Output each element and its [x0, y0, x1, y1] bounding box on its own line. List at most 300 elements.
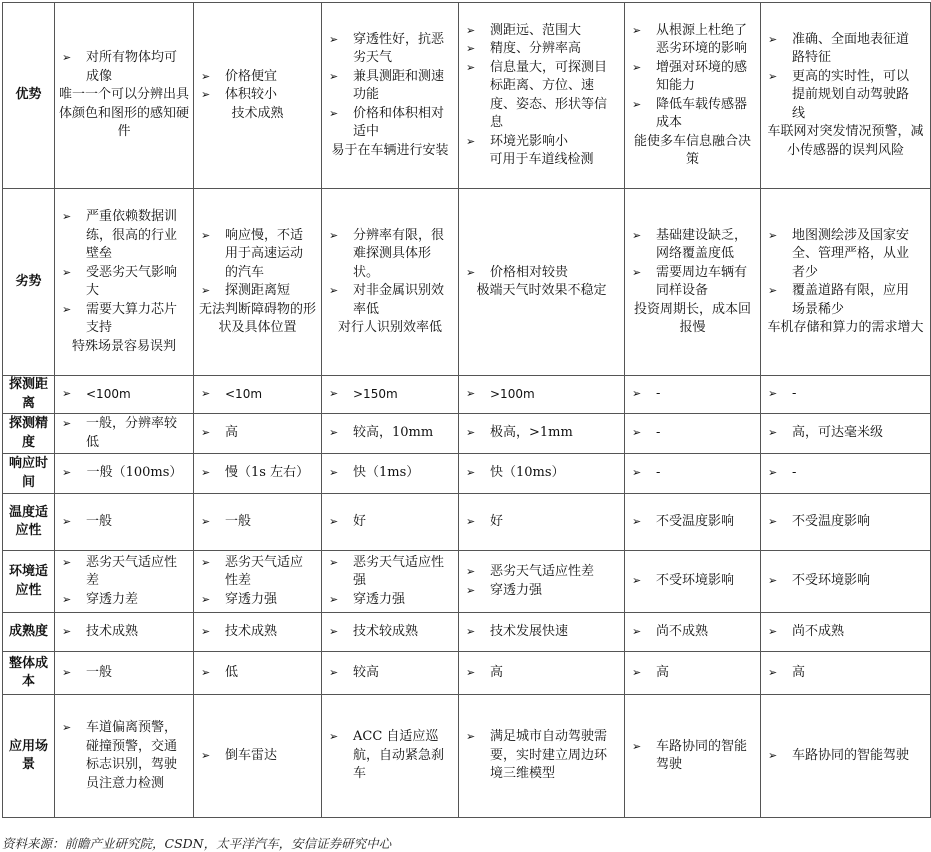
- arrow-bullet-icon: ➢: [329, 284, 339, 297]
- table-cell: [761, 695, 931, 818]
- table-cell: [761, 454, 931, 494]
- arrow-bullet-icon: ➢: [201, 592, 211, 606]
- table-cell: [761, 376, 931, 414]
- row-header: 探测精度: [3, 414, 55, 454]
- table-cell: [55, 376, 194, 414]
- bullet-item: [198, 664, 317, 683]
- bullet-item: [463, 513, 620, 532]
- plain-text: 对行人识别效率低: [337, 320, 442, 335]
- table-cell: [55, 652, 194, 695]
- arrow-bullet-icon: ➢: [768, 574, 778, 588]
- arrow-bullet-icon: ➢: [201, 284, 211, 297]
- bullet-text: 车道偏离预警，碰撞预警，交通标志识别，驾驶员注意力检测: [86, 720, 178, 791]
- bullet-item: [59, 554, 189, 591]
- table-cell: [459, 613, 625, 652]
- arrow-bullet-icon: ➢: [329, 228, 339, 242]
- bullet-text: 更高的实时性，可以提前规划自动驾驶路线: [792, 68, 910, 121]
- bullet-text: 覆盖道路有限，应用场景稀少: [792, 283, 910, 317]
- table-cell: [459, 695, 625, 818]
- arrow-bullet-icon: ➢: [466, 426, 476, 440]
- arrow-bullet-icon: ➢: [201, 514, 211, 528]
- row-header: 应用场景: [3, 695, 55, 818]
- plain-text: 可用于车道线检测: [489, 152, 594, 167]
- bullet-item: [326, 424, 454, 443]
- bullet-item: [198, 623, 317, 642]
- bullet-text: 高，可达毫米级: [792, 425, 884, 441]
- arrow-bullet-icon: ➢: [632, 97, 642, 111]
- arrow-bullet-icon: ➢: [329, 106, 339, 120]
- bullet-text: 从根源上杜绝了恶劣环境的影响: [656, 22, 748, 56]
- arrow-bullet-icon: ➢: [466, 565, 476, 578]
- arrow-bullet-icon: ➢: [62, 624, 72, 638]
- bullet-item: [629, 424, 756, 443]
- table-cell: [194, 454, 322, 494]
- bullet-text: 恶劣天气适应性强: [353, 554, 445, 589]
- bullet-text: 车路协同的智能驾驶: [656, 738, 748, 772]
- table-cell: [322, 3, 459, 189]
- arrow-bullet-icon: ➢: [768, 466, 778, 480]
- bullet-item: [463, 22, 620, 41]
- bullet-item: [198, 424, 317, 443]
- bullet-text: 较高: [353, 664, 380, 680]
- sensor-comparison-table: [2, 2, 931, 818]
- arrow-bullet-icon: ➢: [466, 514, 476, 528]
- bullet-item: [463, 563, 620, 582]
- table-cell: [55, 613, 194, 652]
- arrow-bullet-icon: ➢: [768, 228, 778, 242]
- table-cell: [194, 414, 322, 454]
- bullet-item: [198, 554, 317, 591]
- bullet-text: >100m: [490, 387, 535, 402]
- table-cell: [625, 613, 761, 652]
- row-header: 探测距离: [3, 376, 55, 414]
- table-cell: [194, 652, 322, 695]
- bullet-text: 基础建设缺乏，网络覆盖度低: [656, 227, 748, 261]
- bullet-item: [198, 747, 317, 766]
- table-cell: [55, 3, 194, 189]
- table-cell: [194, 376, 322, 414]
- table-cell: [625, 652, 761, 695]
- arrow-bullet-icon: ➢: [768, 426, 778, 440]
- bullet-text: 极高，>1mm: [490, 425, 573, 441]
- bullet-item: [629, 572, 756, 591]
- bullet-item: [765, 572, 926, 591]
- bullet-text: 穿透力强: [490, 582, 543, 598]
- arrow-bullet-icon: ➢: [768, 514, 778, 528]
- arrow-bullet-icon: ➢: [632, 60, 642, 74]
- table-cell: [459, 3, 625, 189]
- table-cell: [625, 376, 761, 414]
- table-cell: [55, 189, 194, 376]
- table-row: [3, 376, 931, 414]
- arrow-bullet-icon: ➢: [201, 88, 211, 102]
- table-cell: [194, 613, 322, 652]
- bullet-item: [463, 133, 620, 152]
- bullet-text: 穿透性好，抗恶劣天气: [353, 31, 445, 66]
- bullet-text: 精度、分辨率高: [490, 41, 582, 56]
- bullet-text: 严重依赖数据训练，很高的行业壁垒: [86, 209, 178, 261]
- arrow-bullet-icon: ➢: [632, 426, 642, 440]
- table-cell: [55, 454, 194, 494]
- plain-text: 车联网对突发情况预警，减小传感器的误判风险: [767, 124, 924, 158]
- bullet-item: [59, 385, 189, 404]
- bullet-text: 车路协同的智能驾驶: [792, 747, 910, 763]
- arrow-bullet-icon: ➢: [201, 748, 211, 762]
- table-cell: [55, 414, 194, 454]
- plain-text: 唯一一个可以分辨出具体颜色和图形的感知硬件: [59, 87, 190, 140]
- arrow-bullet-icon: ➢: [768, 32, 778, 46]
- bullet-text: 尚不成熟: [656, 623, 709, 639]
- bullet-text: 恶劣天气适应性差: [490, 564, 595, 579]
- source-note: 资料来源：前瞻产业研究院，CSDN，太平洋汽车，安信证券研究中心: [2, 836, 392, 851]
- arrow-bullet-icon: ➢: [768, 748, 778, 762]
- bullet-item: [59, 49, 189, 86]
- table-cell: [322, 652, 459, 695]
- arrow-bullet-icon: ➢: [201, 555, 211, 569]
- bullet-item: [59, 591, 189, 610]
- bullet-text: 好: [353, 513, 367, 529]
- table-cell: [761, 551, 931, 613]
- arrow-bullet-icon: ➢: [466, 387, 476, 401]
- bullet-text: 需要周边车辆有同样设备: [656, 264, 748, 298]
- bullet-item: [59, 623, 189, 642]
- bullet-item: [198, 464, 317, 483]
- arrow-bullet-icon: ➢: [62, 210, 72, 223]
- bullet-text: 一般: [86, 664, 113, 680]
- table-row: [3, 189, 931, 376]
- bullet-text: 高: [225, 425, 239, 441]
- arrow-bullet-icon: ➢: [329, 592, 339, 606]
- table-cell: [761, 189, 931, 376]
- table-cell: [194, 551, 322, 613]
- table-cell: [761, 3, 931, 189]
- arrow-bullet-icon: ➢: [632, 265, 642, 279]
- bullet-text: 价格相对较贵: [490, 264, 569, 280]
- bullet-text: 高: [490, 664, 504, 680]
- table-cell: [459, 414, 625, 454]
- bullet-text: >150m: [353, 387, 398, 402]
- arrow-bullet-icon: ➢: [632, 665, 642, 679]
- table-cell: [194, 189, 322, 376]
- arrow-bullet-icon: ➢: [768, 69, 778, 83]
- arrow-bullet-icon: ➢: [466, 466, 476, 480]
- bullet-text: 慢（1s 左右）: [225, 465, 310, 481]
- bullet-text: 尚不成熟: [792, 623, 845, 639]
- table-row: [3, 652, 931, 695]
- table-cell: [459, 652, 625, 695]
- bullet-item: [59, 264, 189, 301]
- bullet-item: [463, 40, 620, 59]
- row-header: 环境适应性: [3, 551, 55, 613]
- bullet-text: 高: [656, 664, 670, 680]
- bullet-item: [326, 68, 454, 105]
- bullet-text: 分辨率有限，很难探测具体形状。: [353, 227, 445, 280]
- bullet-text: 不受环境影响: [792, 573, 871, 589]
- arrow-bullet-icon: ➢: [632, 514, 642, 528]
- bullet-text: 测距远、范围大: [490, 22, 582, 38]
- bullet-text: 探测距离短: [225, 283, 291, 298]
- table-cell: [322, 695, 459, 818]
- table-cell: [761, 613, 931, 652]
- bullet-item: [198, 385, 317, 404]
- arrow-bullet-icon: ➢: [62, 51, 72, 65]
- arrow-bullet-icon: ➢: [466, 265, 476, 279]
- table-cell: [761, 652, 931, 695]
- bullet-item: [463, 664, 620, 683]
- arrow-bullet-icon: ➢: [62, 721, 72, 734]
- bullet-text: 价格便宜: [225, 68, 278, 84]
- bullet-item: [326, 385, 454, 404]
- bullet-text: 地图测绘涉及国家安全、管理严格，从业者少: [792, 227, 910, 280]
- table-row: [3, 613, 931, 652]
- bullet-text: 准确、全面地表征道路特征: [792, 31, 910, 66]
- table-cell: [761, 494, 931, 551]
- arrow-bullet-icon: ➢: [768, 284, 778, 297]
- arrow-bullet-icon: ➢: [62, 665, 72, 679]
- bullet-item: [59, 513, 189, 532]
- bullet-text: 对非金属识别效率低: [353, 283, 445, 317]
- bullet-item: [326, 554, 454, 591]
- bullet-item: [629, 623, 756, 642]
- plain-text: 能使多车信息融合决策: [633, 133, 751, 167]
- bullet-text: 技术成熟: [225, 623, 278, 639]
- bullet-item: [326, 623, 454, 642]
- bullet-text: 对所有物体均可成像: [86, 50, 178, 84]
- table-cell: [459, 551, 625, 613]
- arrow-bullet-icon: ➢: [201, 426, 211, 440]
- arrow-bullet-icon: ➢: [329, 665, 339, 679]
- bullet-item: [629, 664, 756, 683]
- arrow-bullet-icon: ➢: [201, 665, 211, 679]
- bullet-text: 体积较小: [225, 87, 278, 103]
- bullet-item: [198, 68, 317, 87]
- table-cell: [55, 494, 194, 551]
- bullet-item: [59, 464, 189, 483]
- plain-text: 极端天气时效果不稳定: [476, 283, 607, 298]
- bullet-item: [629, 96, 756, 133]
- arrow-bullet-icon: ➢: [466, 42, 476, 55]
- arrow-bullet-icon: ➢: [329, 69, 339, 83]
- table-cell: [625, 3, 761, 189]
- arrow-bullet-icon: ➢: [768, 387, 778, 401]
- arrow-bullet-icon: ➢: [632, 739, 642, 753]
- bullet-item: [463, 385, 620, 404]
- arrow-bullet-icon: ➢: [201, 624, 211, 638]
- bullet-item: [326, 664, 454, 683]
- bullet-text: 信息量大，可探测目标距离、方位、速度、姿态、形状等信息: [490, 59, 608, 130]
- table-cell: [459, 454, 625, 494]
- plain-text: 特殊场景容易误判: [71, 338, 176, 354]
- bullet-text: 穿透力强: [225, 591, 278, 607]
- table-cell: [625, 551, 761, 613]
- bullet-text: 穿透力强: [353, 591, 406, 607]
- bullet-text: 不受温度影响: [656, 513, 735, 529]
- arrow-bullet-icon: ➢: [632, 387, 642, 401]
- bullet-text: -: [792, 386, 797, 402]
- bullet-item: [765, 282, 926, 319]
- table-cell: [322, 189, 459, 376]
- table-cell: [322, 613, 459, 652]
- arrow-bullet-icon: ➢: [466, 60, 476, 74]
- bullet-item: [59, 208, 189, 264]
- bullet-text: ACC 自适应巡航，自动紧急刹车: [353, 729, 445, 782]
- bullet-item: [326, 728, 454, 784]
- bullet-item: [765, 424, 926, 443]
- bullet-text: 不受温度影响: [792, 513, 871, 529]
- bullet-text: 穿透力差: [86, 591, 139, 607]
- bullet-item: [463, 623, 620, 642]
- table-cell: [322, 494, 459, 551]
- bullet-item: [629, 464, 756, 483]
- arrow-bullet-icon: ➢: [632, 624, 642, 638]
- row-header: 劣势: [3, 189, 55, 376]
- table-row: [3, 414, 931, 454]
- bullet-item: [326, 31, 454, 68]
- arrow-bullet-icon: ➢: [329, 426, 339, 440]
- bullet-text: 一般: [225, 513, 252, 529]
- bullet-item: [629, 385, 756, 404]
- arrow-bullet-icon: ➢: [62, 417, 72, 430]
- table-cell: [459, 376, 625, 414]
- bullet-item: [326, 464, 454, 483]
- bullet-text: 低: [225, 664, 239, 680]
- bullet-text: 快（10ms）: [490, 465, 565, 481]
- bullet-item: [629, 59, 756, 96]
- table-row: [3, 695, 931, 818]
- arrow-bullet-icon: ➢: [62, 555, 72, 569]
- bullet-item: [765, 464, 926, 483]
- arrow-bullet-icon: ➢: [466, 583, 476, 597]
- arrow-bullet-icon: ➢: [62, 592, 72, 606]
- arrow-bullet-icon: ➢: [329, 466, 339, 480]
- plain-text: 投资周期长，成本回报慢: [633, 301, 751, 335]
- bullet-item: [198, 513, 317, 532]
- bullet-item: [765, 68, 926, 124]
- bullet-item: [326, 105, 454, 142]
- bullet-text: <100m: [86, 387, 131, 402]
- bullet-text: 环境光影响小: [490, 133, 569, 149]
- bullet-text: 恶劣天气适应性差: [86, 554, 178, 589]
- bullet-text: 不受环境影响: [656, 573, 735, 589]
- bullet-text: 技术发展快速: [490, 623, 569, 639]
- bullet-text: -: [792, 465, 797, 481]
- bullet-text: 响应慢，不适用于高速运动的汽车: [225, 227, 304, 280]
- bullet-text: 技术成熟: [86, 623, 139, 639]
- arrow-bullet-icon: ➢: [632, 574, 642, 588]
- bullet-item: [765, 747, 926, 766]
- bullet-item: [463, 582, 620, 601]
- bullet-item: [765, 513, 926, 532]
- bullet-item: [59, 415, 189, 452]
- bullet-item: [765, 385, 926, 404]
- table-cell: [625, 454, 761, 494]
- bullet-text: 兼具测距和测速功能: [353, 68, 445, 103]
- bullet-text: 较高，10mm: [353, 425, 434, 441]
- bullet-item: [629, 264, 756, 301]
- bullet-text: 受恶劣天气影响大: [86, 264, 178, 298]
- table-cell: [459, 494, 625, 551]
- bullet-text: -: [656, 425, 661, 441]
- arrow-bullet-icon: ➢: [466, 730, 476, 744]
- table-cell: [194, 695, 322, 818]
- bullet-text: 需要大算力芯片支持: [86, 301, 178, 335]
- table-cell: [55, 551, 194, 613]
- bullet-item: [198, 591, 317, 610]
- table-row: [3, 454, 931, 494]
- bullet-item: [326, 513, 454, 532]
- table-cell: [194, 494, 322, 551]
- plain-text: 技术成熟: [231, 105, 284, 121]
- bullet-item: [463, 264, 620, 283]
- plain-text: 无法判断障碍物的形状及具体位置: [198, 301, 316, 335]
- bullet-text: 快（1ms）: [353, 465, 420, 481]
- arrow-bullet-icon: ➢: [632, 23, 642, 37]
- bullet-item: [629, 513, 756, 532]
- bullet-item: [59, 719, 189, 793]
- bullet-item: [629, 22, 756, 59]
- arrow-bullet-icon: ➢: [329, 730, 339, 744]
- arrow-bullet-icon: ➢: [466, 23, 476, 37]
- bullet-item: [463, 59, 620, 133]
- bullet-text: 价格和体积相对适中: [353, 105, 445, 140]
- table-cell: [625, 494, 761, 551]
- table-cell: [459, 189, 625, 376]
- table-cell: [625, 189, 761, 376]
- arrow-bullet-icon: ➢: [466, 665, 476, 679]
- bullet-text: -: [656, 386, 661, 402]
- bullet-text: 降低车载传感器成本: [656, 96, 748, 130]
- bullet-text: 满足城市自动驾驶需要，实时建立周边环境三维模型: [490, 729, 608, 782]
- arrow-bullet-icon: ➢: [329, 555, 339, 569]
- arrow-bullet-icon: ➢: [201, 69, 211, 83]
- arrow-bullet-icon: ➢: [62, 466, 72, 480]
- bullet-item: [198, 282, 317, 301]
- bullet-item: [629, 738, 756, 775]
- bullet-item: [59, 301, 189, 338]
- bullet-item: [765, 227, 926, 283]
- bullet-text: 一般: [86, 513, 113, 529]
- bullet-text: 好: [490, 513, 504, 529]
- bullet-text: 恶劣天气适应性差: [225, 554, 304, 589]
- bullet-item: [326, 282, 454, 319]
- arrow-bullet-icon: ➢: [201, 387, 211, 401]
- plain-text: 易于在车辆进行安装: [331, 142, 449, 158]
- table-cell: [322, 414, 459, 454]
- bullet-text: <10m: [225, 387, 263, 402]
- bullet-item: [198, 227, 317, 283]
- arrow-bullet-icon: ➢: [329, 514, 339, 528]
- arrow-bullet-icon: ➢: [201, 228, 211, 242]
- row-header: 优势: [3, 3, 55, 189]
- bullet-text: 高: [792, 664, 806, 680]
- bullet-item: [59, 664, 189, 683]
- arrow-bullet-icon: ➢: [62, 265, 72, 279]
- arrow-bullet-icon: ➢: [329, 624, 339, 638]
- arrow-bullet-icon: ➢: [632, 228, 642, 242]
- table-body: [3, 3, 931, 818]
- bullet-item: [198, 86, 317, 105]
- table-cell: [194, 3, 322, 189]
- row-header: 整体成本: [3, 652, 55, 695]
- arrow-bullet-icon: ➢: [632, 466, 642, 480]
- arrow-bullet-icon: ➢: [329, 32, 339, 46]
- bullet-item: [765, 664, 926, 683]
- arrow-bullet-icon: ➢: [201, 466, 211, 480]
- arrow-bullet-icon: ➢: [466, 624, 476, 638]
- arrow-bullet-icon: ➢: [768, 624, 778, 638]
- bullet-text: 一般，分辨率较低: [86, 416, 178, 450]
- bullet-item: [326, 591, 454, 610]
